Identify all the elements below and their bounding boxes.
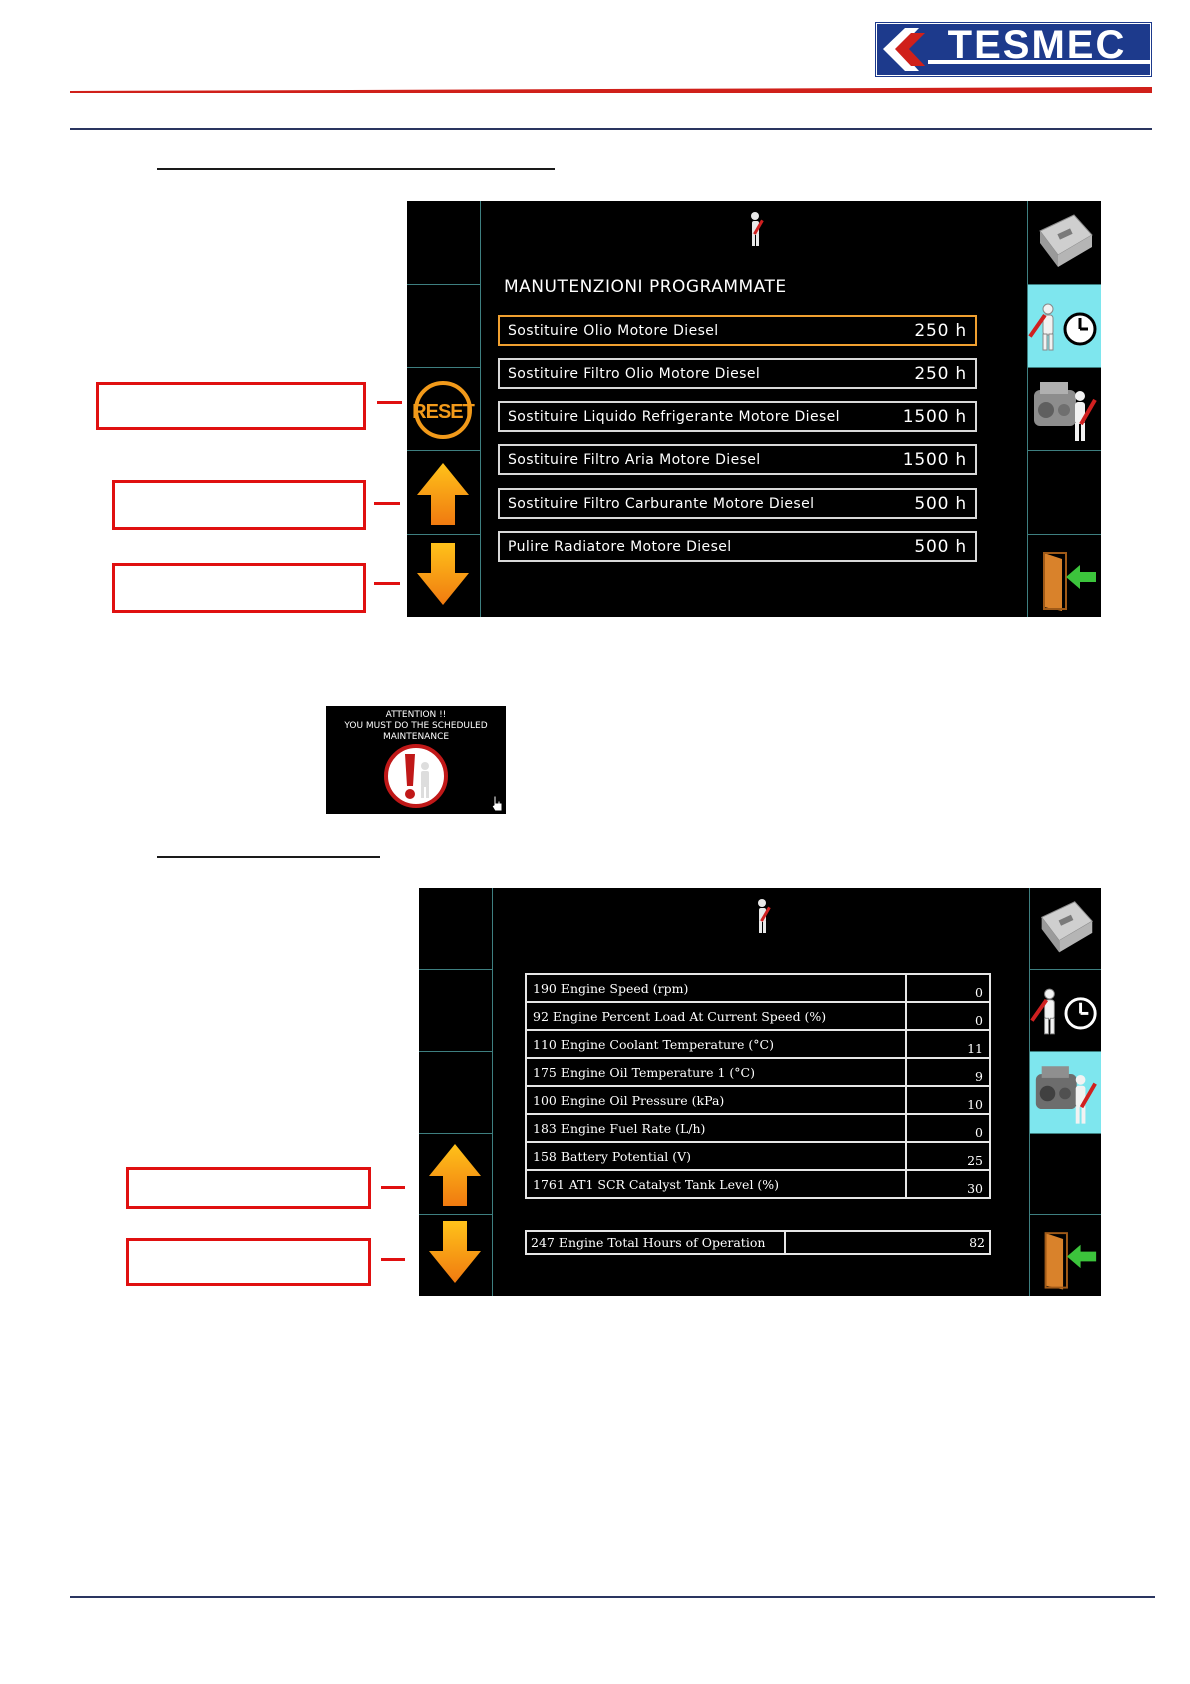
popup-message-line: YOU MUST DO THE SCHEDULED	[344, 721, 488, 731]
maintenance-item-label: Sostituire Filtro Aria Motore Diesel	[508, 452, 761, 468]
popup-message-line: MAINTENANCE	[382, 732, 450, 742]
section-heading-underline	[157, 856, 380, 858]
engine-service-icon	[1030, 1052, 1101, 1133]
parameter-value: 10	[906, 1086, 990, 1114]
scroll-up-button[interactable]	[407, 451, 480, 535]
callout-leader-down	[381, 1258, 405, 1261]
table-row	[526, 1114, 990, 1142]
parameter-label: 110 Engine Coolant Temperature (°C)	[526, 1030, 906, 1058]
parameter-label: 190 Engine Speed (rpm)	[526, 974, 906, 1002]
parameter-value: 11	[906, 1030, 990, 1058]
exit-door-icon	[1030, 1215, 1101, 1296]
table-row	[526, 1170, 990, 1198]
nav-engine-button[interactable]	[1030, 1052, 1101, 1134]
cursor-hand-icon	[490, 795, 504, 813]
section-heading-underline	[157, 168, 555, 170]
popup-title: ATTENTION !!	[385, 710, 447, 720]
right-nav-column	[1027, 201, 1101, 617]
maintenance-item-label: Sostituire Olio Motore Diesel	[508, 323, 719, 339]
right-nav-column	[1029, 888, 1101, 1296]
tesmec-logo	[875, 22, 1152, 77]
engine-parameters-table	[525, 973, 991, 1199]
table-row	[526, 974, 990, 1002]
maintenance-item[interactable]	[498, 315, 977, 346]
callout-leader-reset	[377, 401, 402, 404]
callout-box-down	[126, 1238, 371, 1286]
left-slot-empty	[407, 285, 480, 368]
maintenance-item-hours: 1500 h	[902, 450, 967, 470]
maintenance-item-label: Sostituire Filtro Olio Motore Diesel	[508, 366, 761, 382]
maintenance-man-icon	[752, 898, 774, 934]
ecu-module-icon	[1028, 201, 1101, 284]
maintenance-clock-icon	[1030, 970, 1101, 1051]
table-row	[526, 1030, 990, 1058]
callout-leader-up	[374, 502, 400, 505]
table-row	[526, 1142, 990, 1170]
engine-total-hours-table	[525, 1230, 991, 1255]
ecu-module-icon	[1030, 888, 1101, 969]
maintenance-item-label: Pulire Radiatore Motore Diesel	[508, 539, 732, 555]
scroll-down-button[interactable]	[407, 535, 480, 617]
left-slot-empty	[419, 888, 492, 970]
header-red-rule	[70, 87, 1152, 93]
total-hours-label: 247 Engine Total Hours of Operation	[526, 1231, 785, 1254]
nav-maintenance-button[interactable]	[1028, 285, 1101, 368]
maintenance-item-hours: 250 h	[914, 364, 967, 384]
maintenance-title: MANUTENZIONI PROGRAMMATE	[504, 277, 787, 297]
maintenance-item[interactable]	[498, 401, 977, 432]
table-row	[526, 1231, 990, 1254]
maintenance-clock-icon	[1028, 285, 1101, 367]
parameter-label: 158 Battery Potential (V)	[526, 1142, 906, 1170]
maintenance-item[interactable]	[498, 358, 977, 389]
reset-icon	[407, 368, 480, 450]
left-slot-empty	[419, 970, 492, 1052]
parameter-value: 25	[906, 1142, 990, 1170]
callout-leader-down	[374, 582, 400, 585]
parameter-value: 0	[906, 974, 990, 1002]
maintenance-item[interactable]	[498, 488, 977, 519]
arrow-down-icon	[419, 1215, 492, 1296]
engine-service-icon	[1028, 368, 1101, 450]
footer-rule	[70, 1596, 1155, 1598]
warning-exclamation-icon	[381, 742, 451, 810]
engine-data-screen	[419, 888, 1101, 1296]
left-slot-empty	[419, 1052, 492, 1134]
parameter-value: 30	[906, 1170, 990, 1198]
table-row	[526, 1002, 990, 1030]
callout-box-down	[112, 563, 366, 613]
callout-leader-up	[381, 1186, 405, 1189]
parameter-label: 1761 AT1 SCR Catalyst Tank Level (%)	[526, 1170, 906, 1198]
left-button-column	[407, 201, 481, 617]
nav-ecu-button[interactable]	[1030, 888, 1101, 970]
arrow-up-icon	[419, 1134, 492, 1214]
nav-empty-slot	[1028, 451, 1101, 535]
maintenance-alert-popup	[326, 706, 506, 814]
left-button-column	[419, 888, 493, 1296]
maintenance-man-icon	[745, 211, 767, 247]
arrow-up-icon	[407, 451, 480, 534]
exit-button[interactable]	[1030, 1215, 1101, 1296]
maintenance-item-label: Sostituire Liquido Refrigerante Motore Diesel	[508, 409, 840, 425]
maintenance-item[interactable]	[498, 444, 977, 475]
svg-text:TESMEC: TESMEC	[947, 23, 1127, 67]
maintenance-item-hours: 250 h	[914, 321, 967, 341]
maintenance-item-label: Sostituire Filtro Carburante Motore Diesel	[508, 496, 815, 512]
nav-ecu-button[interactable]	[1028, 201, 1101, 285]
scroll-up-button[interactable]	[419, 1134, 492, 1215]
parameter-label: 92 Engine Percent Load At Current Speed (%)	[526, 1002, 906, 1030]
exit-door-icon	[1028, 535, 1101, 617]
parameter-value: 0	[906, 1002, 990, 1030]
maintenance-screen	[407, 201, 1101, 617]
table-row	[526, 1086, 990, 1114]
left-slot-empty	[407, 201, 480, 285]
maintenance-item-hours: 1500 h	[902, 407, 967, 427]
nav-maintenance-button[interactable]	[1030, 970, 1101, 1052]
callout-box-reset	[96, 382, 366, 430]
parameter-label: 100 Engine Oil Pressure (kPa)	[526, 1086, 906, 1114]
parameter-label: 183 Engine Fuel Rate (L/h)	[526, 1114, 906, 1142]
total-hours-value: 82	[785, 1231, 990, 1254]
parameter-label: 175 Engine Oil Temperature 1 (°C)	[526, 1058, 906, 1086]
header-blue-rule	[70, 128, 1152, 130]
nav-engine-button[interactable]	[1028, 368, 1101, 451]
parameter-value: 0	[906, 1114, 990, 1142]
scroll-down-button[interactable]	[419, 1215, 492, 1296]
arrow-down-icon	[407, 535, 480, 617]
table-row	[526, 1058, 990, 1086]
maintenance-item-hours: 500 h	[914, 494, 967, 514]
exit-button[interactable]	[1028, 535, 1101, 617]
parameter-value: 9	[906, 1058, 990, 1086]
nav-empty-slot	[1030, 1134, 1101, 1215]
svg-text:RESET: RESET	[412, 401, 474, 423]
reset-button[interactable]	[407, 368, 480, 451]
maintenance-item[interactable]	[498, 531, 977, 562]
callout-box-up	[126, 1167, 371, 1209]
maintenance-item-hours: 500 h	[914, 537, 967, 557]
callout-box-up	[112, 480, 366, 530]
